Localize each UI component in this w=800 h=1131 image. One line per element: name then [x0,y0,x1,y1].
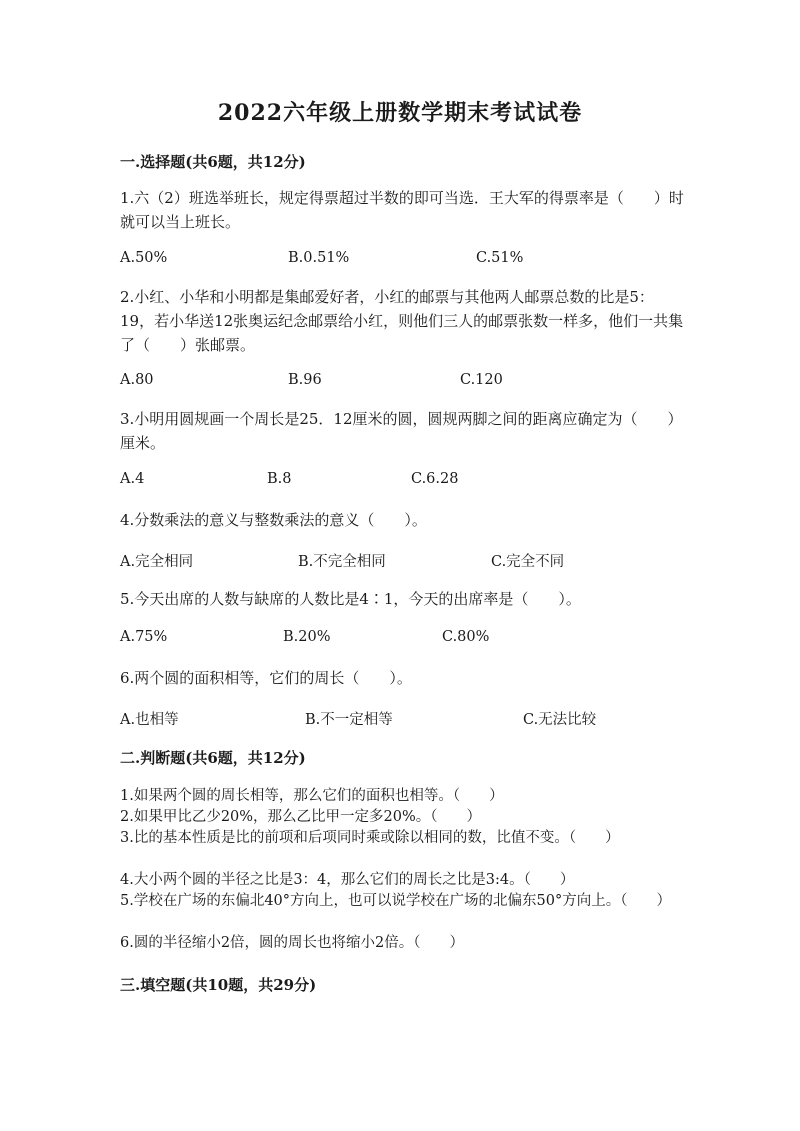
option-a: A.80 [120,372,154,388]
question-stem: 2.小红、小华和小明都是集邮爱好者，小红的邮票与其他两人邮票总数的比是5：19，若小华送12张奥运纪念邮票给小红，则他们三人的邮票张数一样多，他们一共集了（ ）张邮票。 [120,288,684,354]
section-heading-fill-blank: 三.填空题(共10题，共29分) [120,976,317,994]
option-b: B.0.51% [288,250,350,266]
option-b: B.不完全相同 [298,554,386,570]
judgement-item: 5.学校在广场的东偏北40°方向上，也可以说学校在广场的北偏东50°方向上。（ ） [120,893,671,909]
option-a: A.50% [120,250,168,266]
option-b: B.20% [283,629,331,645]
option-c: C.80% [442,629,490,645]
judgement-item: 4.大小两个圆的半径之比是3：4，那么它们的周长之比是3:4。（ ） [120,872,575,888]
question-stem: 4.分数乘法的意义与整数乘法的意义（ ）。 [120,511,427,529]
judgement-item: 1.如果两个圆的周长相等，那么它们的面积也相等。（ ） [120,788,504,804]
judgement-item: 6.圆的半径缩小2倍，圆的周长也将缩小2倍。（ ） [120,935,465,951]
option-a: A.也相等 [120,712,179,728]
option-a: A.完全相同 [120,554,194,570]
option-b: B.8 [267,471,292,487]
section-heading-judgement: 二.判断题(共6题，共12分) [120,749,306,767]
option-c: C.51% [476,250,524,266]
question-stem: 5.今天出席的人数与缺席的人数比是4∶1，今天的出席率是（ ）。 [120,590,581,608]
option-c: C.6.28 [411,471,459,487]
option-b: B.96 [288,372,322,388]
question-stem: 6.两个圆的面积相等，它们的周长（ ）。 [120,669,412,687]
question-stem: 3.小明用圆规画一个周长是25．12厘米的圆，圆规两脚之间的距离应确定为（ ）厘米。 [120,410,683,452]
section-heading-choice: 一.选择题(共6题，共12分) [120,153,306,171]
judgement-item: 3.比的基本性质是比的前项和后项同时乘或除以相同的数，比值不变。（ ） [120,830,620,846]
judgement-item: 2.如果甲比乙少20%，那么乙比甲一定多20%。（ ） [120,809,482,825]
question-stem: 1.六（2）班选举班长，规定得票超过半数的即可当选．王大军的得票率是（ ）时就可以当上班长。 [120,189,684,231]
option-c: C.120 [460,372,503,388]
page-title: 2022六年级上册数学期末考试试卷 [217,100,583,126]
option-b: B.不一定相等 [305,712,393,728]
option-c: C.完全不同 [491,554,565,570]
option-a: A.75% [120,629,168,645]
option-c: C.无法比较 [523,712,597,728]
option-a: A.4 [120,471,145,487]
